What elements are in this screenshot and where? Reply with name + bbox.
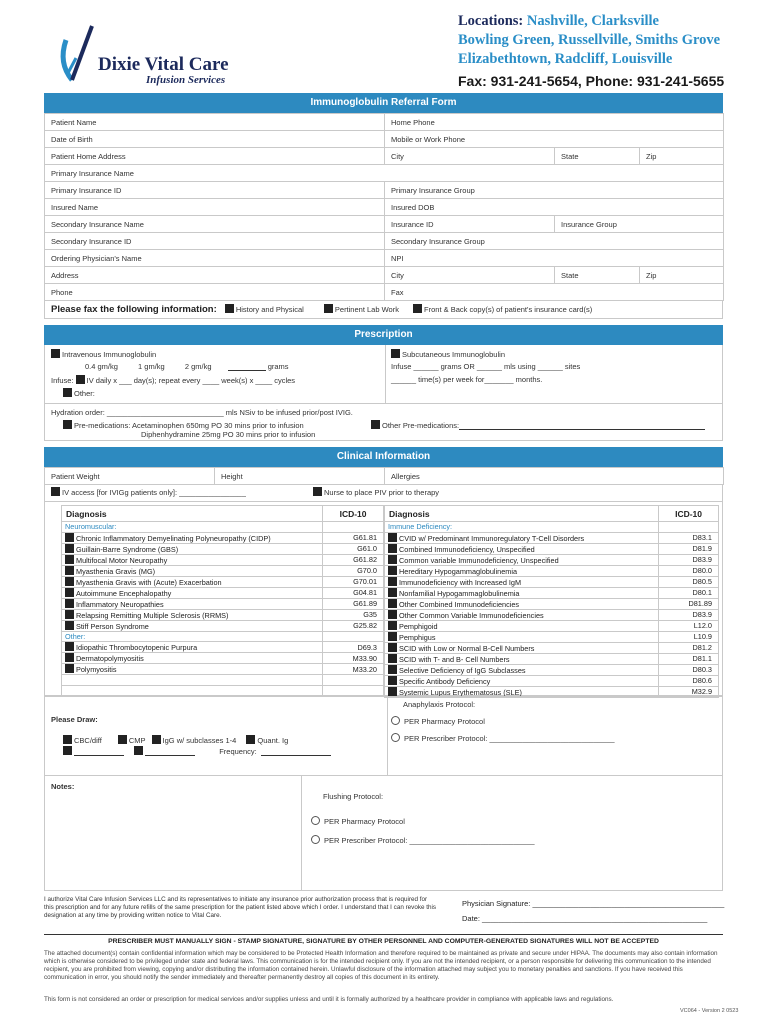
notes-label: Notes: — [51, 782, 75, 791]
dx-checkbox[interactable] — [388, 533, 397, 542]
dx-blank-cell — [62, 675, 323, 686]
patient-row — [45, 216, 724, 233]
patient-field[interactable]: Mobile or Work Phone — [385, 131, 724, 148]
icd-code: D81.2 — [659, 642, 719, 653]
dx-checkbox[interactable] — [388, 566, 397, 575]
dx-checkbox[interactable] — [388, 577, 397, 586]
dx-name-cell — [62, 543, 323, 554]
dx-checkbox[interactable] — [388, 665, 397, 674]
draw-section — [44, 696, 723, 776]
please-draw-label: Please Draw: — [51, 715, 98, 724]
draw-row2 — [63, 746, 331, 756]
dx-name-cell — [385, 532, 659, 543]
dx-checkbox[interactable] — [65, 610, 74, 619]
patient-field[interactable]: Patient Home Address — [45, 148, 385, 165]
history-label: History and Physical — [235, 305, 304, 314]
dx-row — [385, 609, 719, 620]
icd-code: M33.20 — [323, 664, 384, 675]
ana-prescriber-label: PER Prescriber Protocol: ______________________________ — [404, 734, 615, 743]
icd-code: D69.3 — [323, 642, 384, 653]
dx-row — [385, 587, 719, 598]
ana-pharmacy-label: PER Pharmacy Protocol — [404, 717, 485, 726]
dx-name-cell — [62, 565, 323, 576]
dx-name-cell — [62, 598, 323, 609]
ana-prescriber-option — [391, 733, 615, 743]
patient-field[interactable]: City — [385, 267, 555, 284]
dx-label: Autoimmune Encephalopathy — [76, 588, 172, 598]
ivig-option — [51, 349, 156, 359]
access-row — [44, 485, 723, 502]
igg-checkbox[interactable] — [152, 735, 161, 744]
dx-name-cell — [385, 642, 659, 653]
dx-checkbox[interactable] — [388, 621, 397, 630]
dx-code-empty — [323, 522, 384, 533]
dx-checkbox[interactable] — [65, 642, 74, 651]
logo-mark-icon — [48, 18, 108, 88]
dx-checkbox[interactable] — [388, 599, 397, 608]
lab-work-label: Pertinent Lab Work — [334, 305, 399, 314]
dx-right-header: Diagnosis — [385, 506, 659, 522]
dx-name-cell — [62, 664, 323, 675]
dx-label: SCID with T- and B- Cell Numbers — [399, 654, 510, 664]
grams-blank[interactable] — [228, 362, 266, 371]
ana-pharmacy-option — [391, 716, 485, 726]
icd-code: G61.81 — [323, 532, 384, 543]
icd-code: L12.0 — [659, 620, 719, 631]
icd-code: D80.0 — [659, 565, 719, 576]
ivig-checkbox[interactable] — [51, 349, 60, 358]
icd-code: D80.1 — [659, 587, 719, 598]
dx-label: Relapsing Remitting Multiple Sclerosis (RRMS) — [76, 610, 229, 620]
prescription-section — [44, 345, 723, 404]
dose-3[interactable]: 2 gm/kg — [184, 362, 212, 371]
ana-prescriber-radio[interactable] — [391, 733, 400, 742]
dx-label: Immunodeficiency with Increased IgM — [399, 577, 522, 587]
patient-field[interactable]: Date of Birth — [45, 131, 385, 148]
icd-code: G70.0 — [323, 565, 384, 576]
premed-line2: Diphenhydramine 25mg PO 30 mins prior to infusion — [141, 430, 316, 439]
dx-checkbox[interactable] — [388, 555, 397, 564]
dx-name-cell — [385, 653, 659, 664]
grams-label: grams — [267, 362, 289, 371]
clinical-title: Clinical Information — [44, 447, 723, 467]
dx-label: Polymyositis — [76, 665, 117, 675]
authorization-text: I authorize Vital Care Infusion Services LLC and its representatives to initiate any insurance prior authorization process that is required for this prescription and for any future refills of the same prescription for the patient listed above which I order. I understand that I can revoke this designation at any time by providing written notice to Vital Care. — [44, 896, 437, 919]
dx-label: Multifocal Motor Neuropathy — [76, 555, 168, 565]
patient-field[interactable]: Primary Insurance Name — [45, 165, 724, 182]
dx-category-row — [385, 522, 719, 533]
dx-label: Nonfamilial Hypogammaglobulinemia — [399, 588, 520, 598]
dx-checkbox[interactable] — [388, 610, 397, 619]
dx-row — [385, 598, 719, 609]
icd-code: M33.90 — [323, 653, 384, 664]
patient-row — [45, 114, 724, 131]
fax-request-row — [44, 301, 723, 319]
scig-checkbox[interactable] — [391, 349, 400, 358]
hydration-order: Hydration order: ____________________________ mls NSiv to be infused prior/post IVIG. — [51, 408, 353, 417]
icd-code: D80.5 — [659, 576, 719, 587]
dx-row — [62, 565, 384, 576]
icd-code: G61.0 — [323, 543, 384, 554]
confidential-notice: The attached document(s) contain confidential information which may be considered to be Protected Health Information and therefore required to be maintained as private and secure under HIPAA. The documents may also contain information which is otherwise considered to be privileged under state and federal laws. This communication is for the intended recipient only. If you are not the intended recipient, or a person responsible for delivering this communication to the intended recipient, you are prohibited from viewing, copying and/or distributing the information contained herein. Unlawful disclosure of the information attached may subject you to monetary penalties and sanctions. If you have received this communication in error, you should notify the sender immediately and thereafter permanently destroy all copies of this document in its entirety. — [44, 950, 718, 981]
icd-code: D81.9 — [659, 543, 719, 554]
dx-checkbox[interactable] — [388, 676, 397, 685]
cbc-checkbox[interactable] — [63, 735, 72, 744]
dx-category: Immune Deficiency: — [385, 522, 659, 533]
sc-line2: ______ time(s) per week for_______ months. — [391, 375, 543, 384]
dx-blank-cell — [323, 675, 384, 686]
patient-field[interactable]: Fax — [385, 284, 724, 301]
patient-info-table — [44, 113, 724, 301]
patient-row — [45, 148, 724, 165]
dx-row — [385, 532, 719, 543]
frequency-label: Frequency: — [219, 747, 257, 756]
draw-row1 — [63, 735, 288, 745]
dx-name-cell — [62, 609, 323, 620]
nurse-checkbox[interactable] — [313, 487, 322, 496]
dx-name-cell — [385, 598, 659, 609]
ivig-label: Intravenous Immunoglobulin — [62, 350, 157, 359]
weight-field[interactable]: Patient Weight — [45, 468, 215, 485]
patient-field[interactable]: Secondary Insurance Name — [45, 216, 385, 233]
dx-checkbox[interactable] — [65, 664, 74, 673]
patient-field[interactable]: Insurance Group — [555, 216, 724, 233]
logo-name: Dixie Vital Care — [98, 54, 229, 75]
anaphylaxis-label: Anaphylaxis Protocol: — [403, 700, 476, 709]
patient-field[interactable]: Secondary Insurance Group — [385, 233, 724, 250]
icd-code: G61.82 — [323, 554, 384, 565]
dx-label: Myasthenia Gravis with (Acute) Exacerbation — [76, 577, 222, 587]
icd-code: D81.1 — [659, 653, 719, 664]
dx-row — [62, 576, 384, 587]
iv-access-checkbox[interactable] — [51, 487, 60, 496]
dx-row — [385, 675, 719, 686]
patient-row — [45, 267, 724, 284]
cmp-label: CMP — [128, 736, 146, 745]
dx-name-cell — [385, 543, 659, 554]
dx-name-cell — [385, 587, 659, 598]
dx-checkbox[interactable] — [388, 632, 397, 641]
infuse-row — [51, 375, 295, 385]
other-checkbox[interactable] — [63, 388, 72, 397]
other-premed-row — [371, 420, 705, 430]
dx-blank-row — [62, 675, 384, 686]
dx-checkbox[interactable] — [65, 599, 74, 608]
patient-row — [45, 250, 724, 267]
patient-field[interactable]: Phone — [45, 284, 385, 301]
icd-code: D80.3 — [659, 664, 719, 675]
locations-label: Locations: — [458, 13, 524, 29]
dx-label: Pemphigus — [399, 632, 436, 642]
other-label: Other: — [74, 389, 95, 398]
dx-name-cell — [62, 653, 323, 664]
dx-name-cell — [385, 631, 659, 642]
dx-label: Myasthenia Gravis (MG) — [76, 566, 156, 576]
flush-prescriber-radio[interactable] — [311, 835, 320, 844]
patient-field[interactable]: Address — [45, 267, 385, 284]
icd-code: D83.9 — [659, 609, 719, 620]
patient-row — [45, 182, 724, 199]
patient-field[interactable]: City — [385, 148, 555, 165]
dx-label: Systemic Lupus Erythematosus (SLE) — [399, 687, 522, 697]
dx-category: Neuromuscular: — [62, 522, 323, 533]
dx-blank-row — [62, 685, 384, 696]
patient-field[interactable]: Insured Name — [45, 199, 385, 216]
iv-daily-label: IV daily x ___ day(s); repeat every ____ week(s) x ____ cycles — [86, 376, 296, 385]
patient-field[interactable]: NPI — [385, 250, 724, 267]
flush-pharmacy-label: PER Pharmacy Protocol — [324, 817, 405, 826]
icd-left-header: ICD-10 — [323, 506, 384, 522]
dx-name-cell — [385, 664, 659, 675]
dx-row — [62, 642, 384, 653]
logo — [48, 18, 238, 88]
prescriber-notice: PRESCRIBER MUST MANUALLY SIGN - STAMP SIGNATURE, SIGNATURE BY OTHER PERSONNEL AND COMPUTER-GENERATED SIGNATURES WILL NOT BE ACCEPTED — [108, 938, 659, 945]
dose-options — [85, 362, 289, 371]
dx-name-cell — [62, 587, 323, 598]
referral-form — [44, 93, 723, 891]
dx-checkbox[interactable] — [388, 654, 397, 663]
dx-checkbox[interactable] — [65, 588, 74, 597]
infuse-label: Infuse: — [51, 376, 74, 385]
dx-checkbox[interactable] — [388, 588, 397, 597]
icd-code: D80.6 — [659, 675, 719, 686]
dx-name-cell — [62, 620, 323, 631]
dx-name-cell — [62, 576, 323, 587]
patient-field[interactable]: Secondary Insurance ID — [45, 233, 385, 250]
dx-row — [62, 609, 384, 620]
cmp-checkbox[interactable] — [118, 735, 127, 744]
other-premed-blank[interactable] — [459, 421, 705, 430]
quant-checkbox[interactable] — [246, 735, 255, 744]
dx-blank-cell — [62, 685, 323, 696]
frequency-blank[interactable] — [261, 747, 331, 756]
patient-field[interactable]: Home Phone — [385, 114, 724, 131]
dx-label: Specific Antibody Deficiency — [399, 676, 491, 686]
prescription-title: Prescription — [44, 325, 723, 345]
dx-row — [385, 620, 719, 631]
flush-prescriber-option — [311, 835, 535, 845]
dose-1[interactable]: 0.4 gm/kg — [85, 362, 118, 371]
signature-date[interactable]: Date: ______________________________________________________ — [462, 914, 708, 923]
dx-name-cell — [385, 609, 659, 620]
patient-row — [45, 131, 724, 148]
dx-label: Other Common Variable Immunodeficiencies — [399, 610, 544, 620]
dx-label: Common variable Immunodeficiency, Unspecified — [399, 555, 559, 565]
lab-work-checkbox[interactable] — [324, 304, 333, 313]
icd-code: D81.89 — [659, 598, 719, 609]
flush-pharmacy-radio[interactable] — [311, 816, 320, 825]
insurance-card-label: Front & Back copy(s) of patient's insurance card(s) — [424, 305, 593, 314]
other-draw2-checkbox[interactable] — [134, 746, 143, 755]
not-order-notice: This form is not considered an order or prescription for medical services and/or supplies unless and until it is formally authorized by a healthcare provider in compliance with applicable laws and regulations. — [44, 996, 614, 1003]
igg-label: IgG w/ subclasses 1-4 — [162, 736, 237, 745]
icd-code: G70.01 — [323, 576, 384, 587]
dx-checkbox[interactable] — [65, 555, 74, 564]
quant-label: Quant. Ig — [257, 736, 289, 745]
dx-row — [385, 642, 719, 653]
patient-row — [45, 233, 724, 250]
dx-label: Guillain-Barre Syndrome (GBS) — [76, 544, 179, 554]
other-premed-checkbox[interactable] — [371, 420, 380, 429]
dx-checkbox[interactable] — [65, 533, 74, 542]
dx-row — [62, 620, 384, 631]
diagnosis-section — [44, 502, 723, 696]
dx-row — [385, 631, 719, 642]
dx-left-header: Diagnosis — [62, 506, 323, 522]
history-checkbox[interactable] — [225, 304, 234, 313]
patient-field[interactable]: Primary Insurance ID — [45, 182, 385, 199]
dx-row — [62, 554, 384, 565]
height-field[interactable]: Height — [215, 468, 385, 485]
dx-checkbox[interactable] — [65, 577, 74, 586]
patient-field[interactable]: Insurance ID — [385, 216, 555, 233]
patient-field[interactable]: Zip — [640, 267, 724, 284]
dx-label: CVID w/ Predominant Immunoregulatory T-Cell Disorders — [399, 533, 585, 543]
scig-option — [391, 349, 505, 359]
dx-name-cell — [62, 642, 323, 653]
icd-code: G04.81 — [323, 587, 384, 598]
dx-checkbox[interactable] — [388, 544, 397, 553]
dose-2[interactable]: 1 gm/kg — [138, 362, 165, 371]
icd-code: D83.9 — [659, 554, 719, 565]
dx-row — [62, 598, 384, 609]
scig-label: Subcutaneous Immunoglobulin — [402, 350, 505, 359]
dx-code-empty — [323, 631, 384, 642]
flushing-label: Flushing Protocol: — [323, 792, 384, 801]
locations-line2: Bowling Green, Russellville, Smiths Grove — [458, 32, 721, 48]
dx-label: SCID with Low or Normal B-Cell Numbers — [399, 643, 535, 653]
dx-checkbox[interactable] — [65, 544, 74, 553]
dx-label: Other Combined Immunodeficiencies — [399, 599, 520, 609]
dx-name-cell — [385, 675, 659, 686]
nurse-label: Nurse to place PIV prior to therapy — [324, 488, 440, 497]
dx-label: Stiff Person Syndrome — [76, 621, 149, 631]
dx-checkbox[interactable] — [388, 687, 397, 696]
dx-label: Dermatopolymyositis — [76, 654, 144, 664]
sc-line1: Infuse ______ grams OR ______ mls using ______ sites — [391, 362, 581, 371]
dx-name-cell — [385, 565, 659, 576]
cbc-label: CBC/diff — [74, 736, 102, 745]
dx-name-cell — [385, 576, 659, 587]
patient-field[interactable]: Ordering Physician's Name — [45, 250, 385, 267]
locations — [458, 12, 758, 69]
premed-row — [63, 420, 304, 430]
physician-signature[interactable]: Physician Signature: ______________________________________________ — [462, 899, 725, 908]
other-draw-checkbox[interactable] — [63, 746, 72, 755]
dx-name-cell — [385, 620, 659, 631]
patient-field[interactable]: State — [555, 267, 640, 284]
diagnosis-left-table — [61, 505, 384, 696]
dx-label: Pemphigoid — [399, 621, 438, 631]
dx-category: Other: — [62, 631, 323, 642]
other-draw-blank[interactable] — [74, 747, 124, 756]
other-premed-label: Other Pre-medications: — [382, 421, 460, 430]
flush-pharmacy-option — [311, 816, 405, 826]
patient-row — [45, 199, 724, 216]
premed-label: Pre-medications: Acetaminophen 650mg PO 30 mins prior to infusion — [74, 421, 304, 430]
flush-prescriber-label: PER Prescriber Protocol: ______________________________ — [324, 836, 535, 845]
dx-row — [62, 532, 384, 543]
ana-pharmacy-radio[interactable] — [391, 716, 400, 725]
iv-daily-checkbox[interactable] — [76, 375, 85, 384]
dx-category-row — [62, 522, 384, 533]
insurance-card-checkbox[interactable] — [413, 304, 422, 313]
dx-row — [62, 587, 384, 598]
patient-field[interactable]: Primary Insurance Group — [385, 182, 724, 199]
dx-row — [385, 565, 719, 576]
clinical-table — [44, 467, 724, 485]
dx-row — [385, 653, 719, 664]
patient-field[interactable]: State — [555, 148, 640, 165]
dx-name-cell — [385, 554, 659, 565]
fax-request-label: Please fax the following information: — [51, 304, 217, 315]
dx-name-cell — [62, 554, 323, 565]
dx-row — [385, 543, 719, 554]
icd-code: G35 — [323, 609, 384, 620]
dx-blank-cell — [323, 685, 384, 696]
patient-field[interactable]: Patient Name — [45, 114, 385, 131]
hydration-section — [44, 404, 723, 441]
icd-code: M32.9 — [659, 686, 719, 697]
dx-row — [385, 576, 719, 587]
fax-phone: Fax: 931-241-5654, Phone: 931-241-5655 — [458, 73, 725, 89]
patient-row — [45, 165, 724, 182]
locations-line3: Elizabethtown, Radcliff, Louisville — [458, 51, 673, 67]
premed-checkbox[interactable] — [63, 420, 72, 429]
dx-checkbox[interactable] — [388, 643, 397, 652]
dx-label: Idiopathic Thrombocytopenic Purpura — [76, 643, 198, 653]
dx-label: Hereditary Hypogammaglobulinemia — [399, 566, 518, 576]
dx-row — [62, 653, 384, 664]
locations-line1: Nashville, Clarksville — [526, 13, 659, 29]
other-row — [63, 388, 95, 398]
other-draw2-blank[interactable] — [145, 747, 195, 756]
patient-field[interactable]: Insured DOB — [385, 199, 724, 216]
dx-label: Selective Deficiency of IgG Subclasses — [399, 665, 526, 675]
dx-row — [385, 554, 719, 565]
dx-label: Combined Immunodeficiency, Unspecified — [399, 544, 535, 554]
icd-code: L10.9 — [659, 631, 719, 642]
dx-code-empty — [659, 522, 719, 533]
allergies-field[interactable]: Allergies — [385, 468, 724, 485]
patient-field[interactable]: Zip — [640, 148, 724, 165]
dx-checkbox[interactable] — [65, 621, 74, 630]
form-title: Immunoglobulin Referral Form — [44, 93, 723, 113]
logo-sub: Infusion Services — [146, 74, 226, 86]
dx-row — [385, 664, 719, 675]
dx-category-row — [62, 631, 384, 642]
dx-row — [62, 664, 384, 675]
icd-right-header: ICD-10 — [659, 506, 719, 522]
patient-row — [45, 284, 724, 301]
icd-code: G25.82 — [323, 620, 384, 631]
dx-checkbox[interactable] — [65, 653, 74, 662]
dx-row — [62, 543, 384, 554]
version: VC064 - Version 2 0523 — [680, 1008, 739, 1014]
dx-label: Chronic Inflammatory Demyelinating Polyneuropathy (CIDP) — [76, 533, 271, 543]
dx-checkbox[interactable] — [65, 566, 74, 575]
dx-label: Inflammatory Neuropathies — [76, 599, 164, 609]
icd-code: D83.1 — [659, 532, 719, 543]
diagnosis-right-table — [384, 505, 719, 698]
dx-name-cell — [62, 532, 323, 543]
icd-code: G61.89 — [323, 598, 384, 609]
notes-section — [44, 776, 723, 891]
iv-access-label: IV access [for IVIGg patients only]: ________________ — [62, 488, 246, 497]
